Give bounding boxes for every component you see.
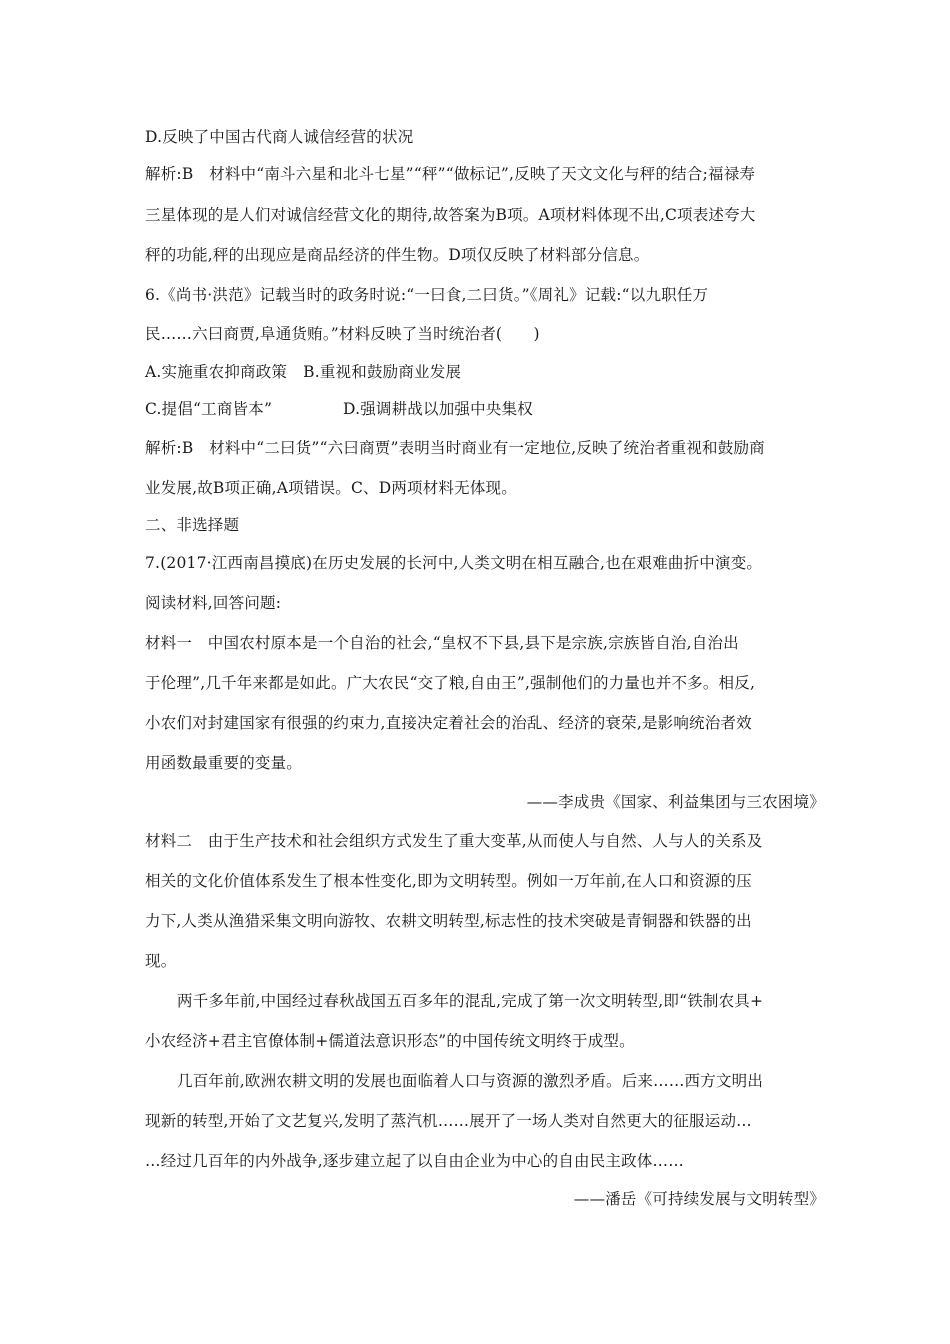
material-1-source: ——李成贵《国家、利益集团与三农困境》: [526, 793, 825, 811]
material-2-line-2: 相关的文化价值体系发生了根本性变化,即为文明转型。例如一万年前,在人口和资源的压: [145, 872, 752, 890]
q6-options-row-1: [145, 362, 825, 382]
material-2-line-4: 现。: [145, 952, 177, 970]
material-2-para-3-line-2: 现新的转型,开始了文艺复兴,发明了蒸汽机……展开了一场人类对自然更大的征服运动…: [145, 1112, 752, 1130]
material-1-line-4: 用函数最重要的变量。: [145, 754, 303, 772]
q6-analysis-line-2: 业发展,故B项正确,A项错误。C、D两项材料无体现。: [145, 479, 517, 497]
q5-option-d: D.反映了中国古代商人诚信经营的状况: [145, 128, 414, 146]
q6-option-a: A.实施重农抑商政策: [145, 363, 288, 381]
q6-options-row-2: [145, 399, 825, 419]
material-2-para-3-line-3: …经过几百年的内外战争,逐步建立起了以自由企业为中心的自由民主政体……: [145, 1152, 684, 1170]
material-2-line-3: 力下,人类从渔猎采集文明向游牧、农耕文明转型,标志性的技术突破是青铜器和铁器的出: [145, 912, 752, 930]
q6-stem-line-2: 民……六曰商贾,阜通货贿。”材料反映了当时统治者( ): [145, 325, 540, 343]
material-1-line-3: 小农们对封建国家有很强的约束力,直接决定着社会的治乱、经济的衰荣,是影响统治者效: [145, 714, 752, 732]
material-1-line-2: 于伦理”,几千年来都是如此。广大农民“交了粮,自由王”,强制他们的力量也并不多。相反,: [145, 674, 756, 692]
material-2-line-1: 材料二 由于生产技术和社会组织方式发生了重大变革,从而使人与自然、人与人的关系及: [145, 832, 763, 850]
q7-stem-line-2: 阅读材料,回答问题:: [145, 594, 282, 612]
material-2-para-3-line-1: 几百年前,欧洲农耕文明的发展也面临着人口与资源的激烈矛盾。后来……西方文明出: [177, 1072, 764, 1090]
material-2-source: ——潘岳《可持续发展与文明转型》: [573, 1190, 825, 1208]
q7-stem-line-1: 7.(2017·江西南昌摸底)在历史发展的长河中,人类文明在相互融合,也在艰难曲折中演变。: [145, 554, 763, 572]
q5-analysis-line-1: 解析:B 材料中“南斗六星和北斗七星”“秤”“做标记”,反映了天文文化与秤的结合;福禄寿: [145, 165, 756, 183]
q6-analysis-line-1: 解析:B 材料中“二曰货”“六曰商贾”表明当时商业有一定地位,反映了统治者重视和鼓励商: [145, 439, 765, 457]
section-title: 二、非选择题: [145, 516, 240, 534]
q6-option-d: D.强调耕战以加强中央集权: [343, 400, 533, 418]
q6-option-c: C.提倡“工商皆本”: [145, 400, 273, 418]
q5-analysis-line-3: 秤的功能,秤的出现应是商品经济的伴生物。D项仅反映了材料部分信息。: [145, 246, 650, 264]
material-2-para-2-line-2: 小农经济+君主官僚体制+儒道法意识形态”的中国传统文明终于成型。: [145, 1032, 635, 1050]
material-2-para-2-line-1: 两千多年前,中国经过春秋战国五百多年的混乱,完成了第一次文明转型,即“铁制农具+: [177, 992, 764, 1010]
q6-stem-line-1: 6.《尚书·洪范》记载当时的政务时说:“一曰食,二曰货。”《周礼》记载:“以九职任万: [145, 286, 709, 304]
q5-analysis-line-2: 三星体现的是人们对诚信经营文化的期待,故答案为B项。A项材料体现不出,C项表述夸大: [145, 206, 756, 224]
material-1-line-1: 材料一 中国农村原本是一个自治的社会,“皇权不下县,县下是宗族,宗族皆自治,自治出: [145, 634, 739, 652]
q6-option-b: B.重视和鼓励商业发展: [303, 363, 462, 381]
